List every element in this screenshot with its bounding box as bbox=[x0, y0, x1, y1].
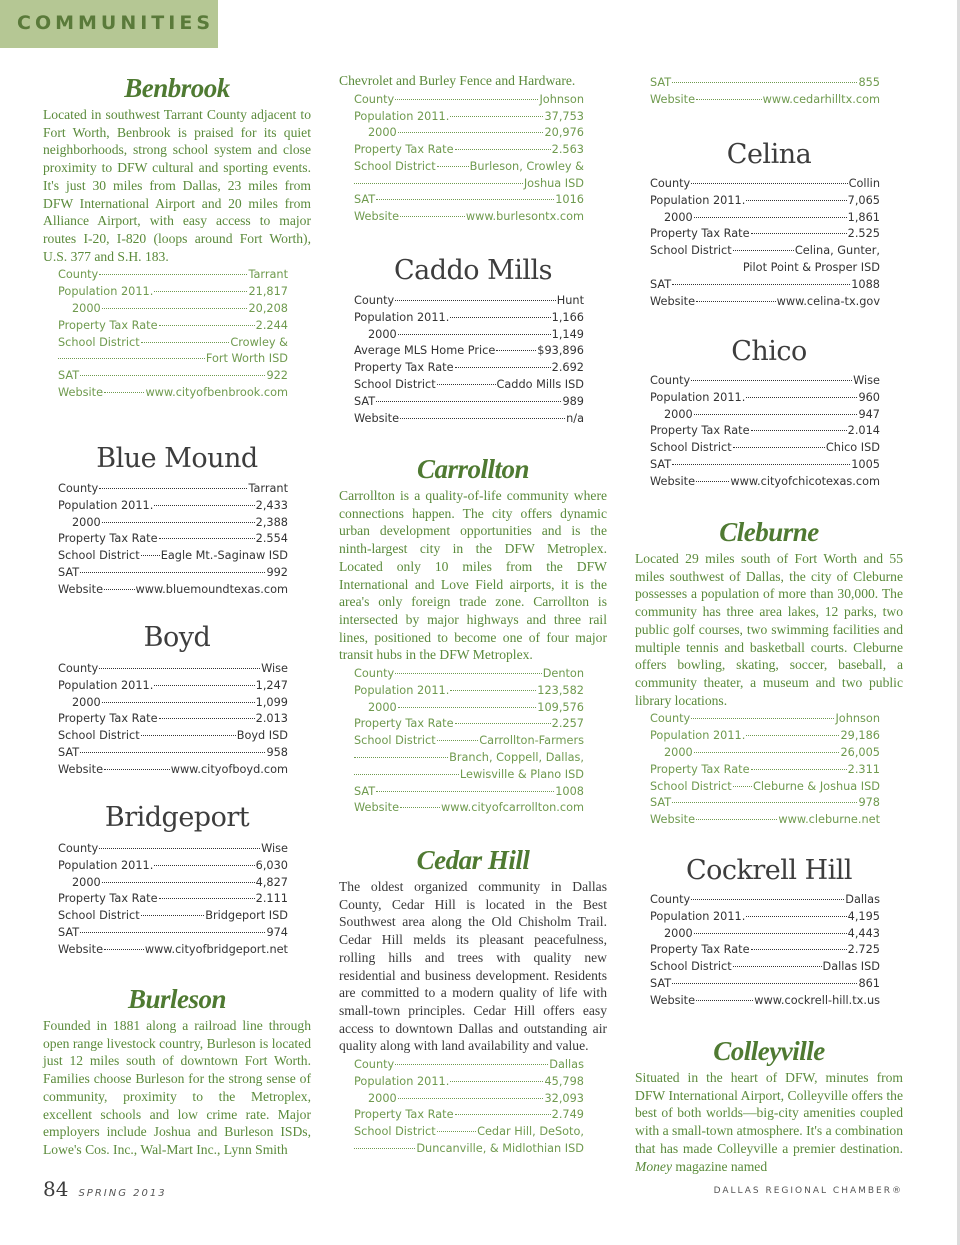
city-stats: County Collin Population 2011. 7,065 2000 1,861 Property Tax Rate 2.525 School District Celina, Gunter, Pilot Point & Prosper ISD SAT 1088 Website www.celina-tx.gov bbox=[650, 177, 880, 308]
city-description: Founded in 1881 along a railroad line through open range livestock country, Burleson is located just 12 miles south of downtown Fort Worth. Families choose Burleson for the strong sense of community, proximity to the Metroplex, excellent schools and low crime rate. Major employers include Joshua and Burleson ISDs, Lowe's Cos. Inc., Wal-Mart Inc., Lynn Smith bbox=[43, 1018, 311, 1157]
city-name: Blue Mound bbox=[96, 443, 258, 474]
city-name: Cedar Hill bbox=[416, 845, 530, 875]
issue-label: SPRING 2013 bbox=[78, 1188, 167, 1199]
city-description-continued: Chevrolet and Burley Fence and Hardware. bbox=[339, 73, 576, 88]
city-stats-continued: SAT 855 Website www.cedarhilltx.com bbox=[650, 76, 880, 106]
city-name: Celina bbox=[726, 139, 812, 170]
city-stats: County Dallas Population 2011. 45,798 2000 32,093 Property Tax Rate 2.749 School District Cedar Hill, DeSoto, Duncanville, & Midlothian ISD bbox=[354, 1058, 584, 1156]
city-cedar-hill bbox=[339, 844, 607, 1158]
city-stats: County Dallas Population 2011. 4,195 2000 4,443 Property Tax Rate 2.725 School District Dallas ISD SAT 861 Website www.cockrell-hill.tx.us bbox=[650, 893, 880, 1007]
city-stats: County Denton Population 2011. 123,582 2000 109,576 Property Tax Rate 2.257 School District Carrollton-Farmers Branch, Coppell, Dallas, Lewisville & Plano ISD SAT 1008 Website www.cityofcarrollton.com bbox=[354, 667, 584, 815]
city-boyd bbox=[43, 622, 311, 779]
city-name: Burleson bbox=[127, 984, 227, 1014]
city-carrollton bbox=[339, 453, 607, 817]
city-cleburne bbox=[635, 516, 903, 829]
city-description: Situated in the heart of DFW, minutes from DFW International Airport, Colleyville offers the best of both worlds—big-city amenities coupled with a small-town atmosphere. It's a combination that has made Colleyville a premier destination. Money magazine named bbox=[635, 1070, 903, 1174]
publisher-label: DALLAS REGIONAL CHAMBER® bbox=[713, 1186, 903, 1196]
city-name: Cockrell Hill bbox=[685, 855, 853, 886]
city-cedar-hill-continued bbox=[635, 75, 903, 109]
city-cockrell-hill bbox=[635, 855, 903, 1010]
page-footer-left bbox=[43, 1177, 167, 1201]
city-benbrook bbox=[43, 72, 311, 402]
city-burleson-continued bbox=[339, 72, 607, 226]
city-stats: County Tarrant Population 2011. 2,433 2000 2,388 Property Tax Rate 2.554 School District Eagle Mt.-Saginaw ISD SAT 992 Website www.bluemoundtexas.com bbox=[58, 482, 288, 596]
city-stats: County Johnson Population 2011. 29,186 2000 26,005 Property Tax Rate 2.311 School District Cleburne & Joshua ISD SAT 978 Website www.cleburne.net bbox=[650, 712, 880, 827]
city-description: Located 29 miles south of Fort Worth and 55 miles southwest of Dallas, the city of Cleburne possesses a population of more than 30,000. The community has three area lakes, 12 parks, two public golf courses, two swimming facilities and multiple tennis and basketball courts. Cleburne offers bowling, skating, soccer, baseball, a community theater, a museum and two public library locations. bbox=[635, 551, 903, 708]
city-name: Cleburne bbox=[719, 517, 819, 547]
city-stats: County Wise Population 2011. 6,030 2000 4,827 Property Tax Rate 2.111 School District Bridgeport ISD SAT 974 Website www.cityofbridgeport.net bbox=[58, 842, 288, 956]
section-title: COMMUNITIES bbox=[17, 12, 215, 34]
section-banner bbox=[0, 0, 218, 48]
city-stats: County Johnson Population 2011. 37,753 2000 20,976 Property Tax Rate 2.563 School District Burleson, Crowley & Joshua ISD SAT 1016 Website www.burlesontx.com bbox=[354, 92, 584, 224]
city-description: Located in southwest Tarrant County adjacent to Fort Worth, Benbrook is praised for its quiet neighborhoods, strong school system and close proximity to DFW cultural and sporting events. It's just 30 miles from Dallas, 23 miles from DFW International Airport and 20 miles from Alliance Airport, with easy access to major routes I-20, I-820 (loops around Fort Worth), U.S. 377 and S.H. 183. bbox=[43, 107, 311, 264]
city-celina bbox=[635, 139, 903, 310]
city-description: Carrollton is a quality-of-life community where connections happen. The city offers dynamic urban development opportunities and is the ninth-largest city in the DFW Metroplex. Located only 10 miles from the DFW International and Love Field airports, it is the area's only foreign trade zone. Carrollton is intersected by major highways and three rail lines, positioned to become one of four major transit hubs in the DFW Metroplex. bbox=[339, 488, 607, 663]
city-stats: County Wise Population 2011. 960 2000 947 Property Tax Rate 2.014 School District Chico ISD SAT 1005 Website www.cityofchicotexas.com bbox=[650, 374, 880, 488]
city-colleyville bbox=[635, 1035, 903, 1175]
city-name: Bridgeport bbox=[104, 802, 250, 833]
city-burleson bbox=[43, 983, 311, 1159]
city-name: Colleyville bbox=[713, 1036, 825, 1066]
page-number: 84 bbox=[43, 1177, 69, 1201]
city-name: Chico bbox=[731, 336, 807, 367]
city-caddo-mills bbox=[339, 255, 607, 427]
city-chico bbox=[635, 336, 903, 491]
city-stats: County Wise Population 2011. 1,247 2000 1,099 Property Tax Rate 2.013 School District Boyd ISD SAT 958 Website www.cityofboyd.com bbox=[58, 662, 288, 776]
city-name: Boyd bbox=[143, 622, 211, 653]
city-name: Caddo Mills bbox=[393, 255, 553, 286]
city-bridgeport bbox=[43, 802, 311, 959]
city-description: The oldest organized community in Dallas County, Cedar Hill is located in the Best Southwest area along the Old Chisholm Trail. Cedar Hill melds its pleasant peacefulness, rolling hills and trees with quality new residential and business development. Residents are committed to a modern quality of life with small-town principles. Cedar Hill offers easy access to downtown Dallas and outstanding air quality along with land availability and value. bbox=[339, 879, 607, 1054]
city-stats: County Tarrant Population 2011. 21,817 2000 20,208 Property Tax Rate 2.244 School District Crowley & Fort Worth ISD SAT 922 Website www.cityofbenbrook.com bbox=[58, 268, 288, 399]
city-name: Carrollton bbox=[416, 454, 530, 484]
city-stats: County Hunt Population 2011. 1,166 2000 1,149 Average MLS Home Price $93,896 Property Tax Rate 2.692 School District Caddo Mills ISD SAT 989 Website n/a bbox=[354, 294, 584, 425]
city-name: Benbrook bbox=[124, 73, 230, 103]
city-blue-mound bbox=[43, 443, 311, 599]
